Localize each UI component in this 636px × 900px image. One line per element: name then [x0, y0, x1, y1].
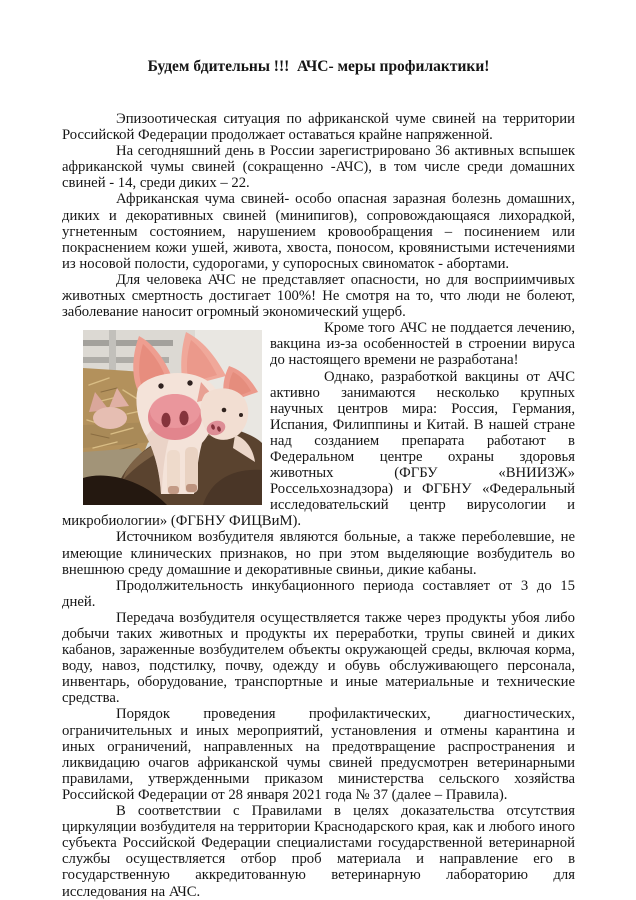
- paragraph-incubation-period: Продолжительность инкубационного периода составляет от 3 до 15 дней.: [62, 577, 575, 610]
- paragraph-sampling-procedure: В соответствии с Правилами в целях доказательства отсутствия циркуляции возбудителя на территории Краснодарского края, как и любого иного субъекта Российской Федерации специалистами государственной ветеринарной службы осуществляется отбор проб материала и направление его в государственную аккредитованную ветеринарную лабораторию для исследования на АЧС.: [62, 803, 575, 900]
- paragraph-pathogen-source: Источником возбудителя являются больные, а также переболевшие, не имеющие клинических признаков, но при этом выделяющие возбудитель во внешнюю среду домашние и декоративные свиньи, дикие кабаны.: [62, 529, 575, 578]
- document-body: [62, 111, 575, 900]
- paragraph-disease-description: Африканская чума свиней- особо опасная заразная болезнь домашних, диких и декоративных свиней (минипигов), сопровождающаяся лихорадкой, угнетенным состоянием, нарушением кровообращения – посинением или покраснением кожи ушей, живота, хвоста, поносом, кровянистыми истечениями из носовой полости, судорогами, у супоросных свиноматок - абортами.: [62, 191, 575, 272]
- paragraph-transmission-routes: Передача возбудителя осуществляется также через продукты убоя либо добычи таких животных и продукты их переработки, трупы свиней и диких кабанов, зараженные возбудителем объекты окружающей среды, включая корма, воду, навоз, подстилку, почву, одежду и обувь обслуживающего персонала, инвентарь, оборудование, транспортные и иные материальные и технические средства.: [62, 609, 575, 707]
- paragraph-human-safety: Для человека АЧС не представляет опасности, но для восприимчивых животных смертность достигает 100%! Не смотря на то, что люди не болеют, заболевание наносит огромный экономический ущерб.: [62, 271, 575, 321]
- paragraph-vaccine-development: Однако, разработкой вакцины от АЧС активно занимаются несколько крупных научных центров мира: Россия, Германия, Испания, Филиппины и Китай. В нашей стране над созданием препарата работают в Федеральном центре охраны здоровья животных (ФГБУ «ВНИИЗЖ» Россельхознадзора) и ФГБНУ «Федеральный исследовательский центр вирусологии и микробиологии» (ФГБНУ ФИЦВиМ).: [62, 368, 575, 530]
- paragraph-outbreak-statistics: На сегодняшний день в России зарегистрировано 36 активных вспышек африканской чумы свиней (сокращенно -АЧС), в том числе среди домашних свиней - 14, среди диких – 22.: [62, 143, 575, 192]
- paragraph-veterinary-rules: Порядок проведения профилактических, диагностических, ограничительных и иных мероприятий, установления и отмены карантина и иных ограничений, направленных на предотвращение распространения и ликвидацию очагов африканской чумы свиней предусмотрен ветеринарными правилами, утвержденными приказом министерства сельского хозяйства Российской Федерации от 28 января 2021 года № 37 (далее – Правила).: [62, 706, 575, 803]
- piglets-photo: [83, 330, 262, 505]
- document-title: Будем бдительны !!! АЧС- меры профилактики!: [147, 58, 490, 75]
- paragraph-no-treatment: Кроме того АЧС не поддается лечению, вакцина из-за особенностей в строении вируса до настоящего времени не разработана!: [270, 320, 575, 369]
- paragraph-epizootic-situation: Эпизоотическая ситуация по африканской чуме свиней на территории Российской Федерации продолжает оставаться крайне напряженной.: [62, 111, 575, 144]
- piglets-photo-art: [83, 330, 262, 505]
